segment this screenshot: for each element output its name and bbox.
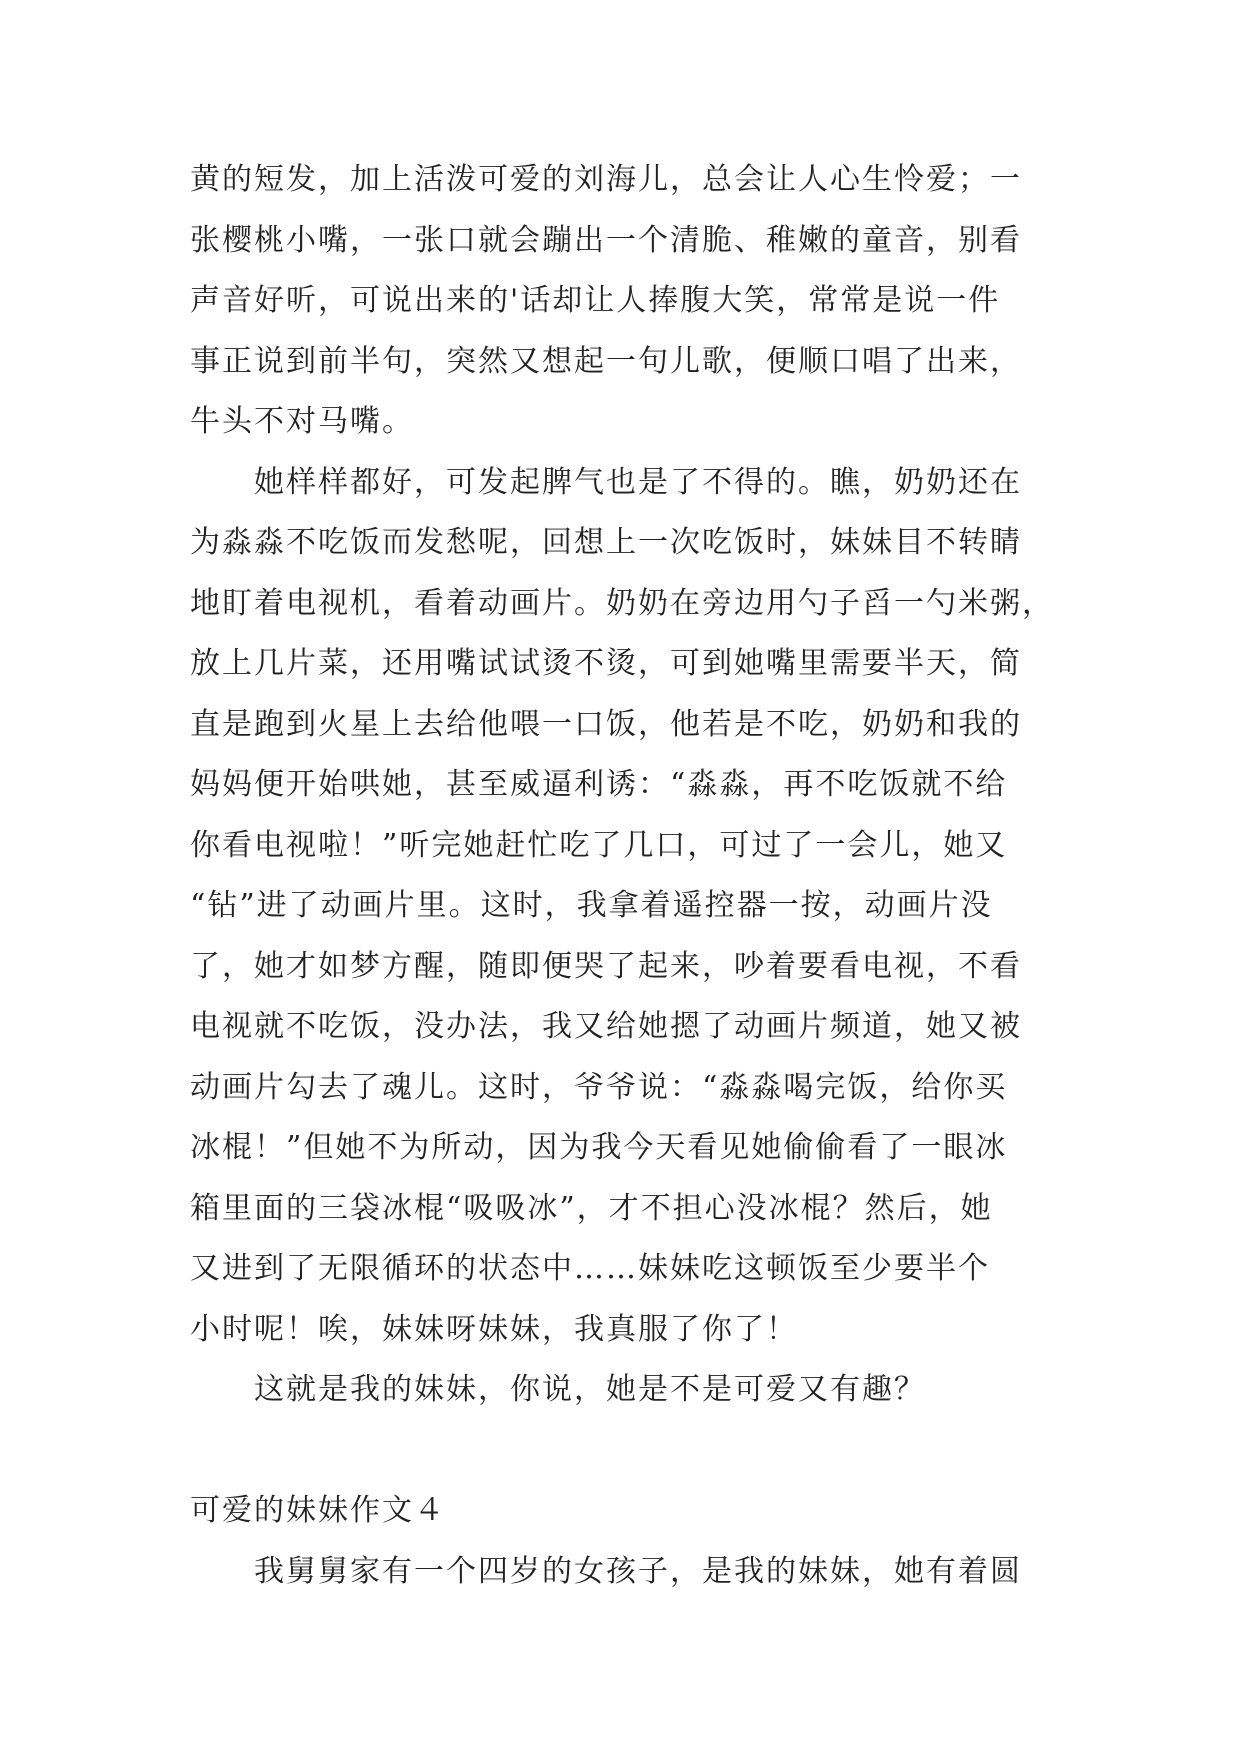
paragraph-line: 冰棍！”但她不为所动，因为我今天看见她偷偷看了一眼冰 xyxy=(190,1130,1008,1165)
paragraph-line: 了，她才如梦方醒，随即便哭了起来，吵着要看电视，不看 xyxy=(190,948,1022,984)
paragraph-line: 小时呢！唉，妹妹呀妹妹，我真服了你了！ xyxy=(190,1311,798,1347)
paragraph-line: 声音好听，可说出来的'话却让人捧腹大笑，常常是说一件 xyxy=(190,283,1001,318)
paragraph-line: 又进到了无限循环的状态中……妹妹吃这顿饭至少要半个 xyxy=(190,1251,990,1286)
paragraph-line: 妈妈便开始哄她，甚至威逼利诱：“淼淼，再不吃饭就不给 xyxy=(190,767,1008,802)
paragraph-line: 她样样都好，可发起脾气也是了不得的。瞧，奶奶还在 xyxy=(254,464,1022,500)
paragraph-line: 我舅舅家有一个四岁的女孩子，是我的妹妹，她有着圆 xyxy=(254,1553,1022,1589)
paragraph-3 xyxy=(190,1360,1050,1421)
paragraph-line: 黄的短发，加上活泼可爱的刘海儿，总会让人心生怜爱；一 xyxy=(190,162,1022,197)
paragraph-line: 张樱桃小嘴，一张口就会蹦出一个清脆、稚嫩的童音，别看 xyxy=(190,222,1022,258)
paragraph-line: 你看电视啦！”听完她赶忙吃了几口，可过了一会儿，她又 xyxy=(190,827,1008,863)
paragraph-line: 这就是我的妹妹，你说，她是不是可爱又有趣？ xyxy=(254,1372,926,1407)
section-heading: 可爱的妹妹作文４ xyxy=(190,1493,446,1528)
paragraph-line: 动画片勾去了魂儿。这时，爷爷说：“淼淼喝完饭，给你买 xyxy=(190,1069,1008,1105)
paragraph-line: 直是跑到火星上去给他喂一口饭，他若是不吃，奶奶和我的 xyxy=(190,706,1022,742)
paragraph-4 xyxy=(190,1542,1050,1603)
paragraph-1 xyxy=(190,150,1050,453)
paragraph-line: 箱里面的三袋冰棍“吸吸冰”，才不担心没冰棍？然后，她 xyxy=(190,1190,993,1226)
paragraph-line: “钻”进了动画片里。这时，我拿着遥控器一按，动画片没 xyxy=(190,888,993,923)
section-spacer xyxy=(190,1421,1050,1482)
paragraph-2 xyxy=(190,453,1054,1361)
paragraph-line: 地盯着电视机，看着动画片。奶奶在旁边用勺子舀一勺米粥， xyxy=(190,585,1054,621)
paragraph-line: 为淼淼不吃饭而发愁呢，回想上一次吃饭时，妹妹目不转睛 xyxy=(190,525,1022,560)
paragraph-line: 事正说到前半句，突然又想起一句儿歌，便顺口唱了出来， xyxy=(190,343,1022,379)
paragraph-line: 牛头不对马嘴。 xyxy=(190,404,414,439)
paragraph-line: 电视就不吃饭，没办法，我又给她摁了动画片频道，她又被 xyxy=(190,1009,1022,1044)
document-body xyxy=(190,150,1054,1602)
paragraph-line: 放上几片菜，还用嘴试试烫不烫，可到她嘴里需要半天，简 xyxy=(190,646,1022,681)
